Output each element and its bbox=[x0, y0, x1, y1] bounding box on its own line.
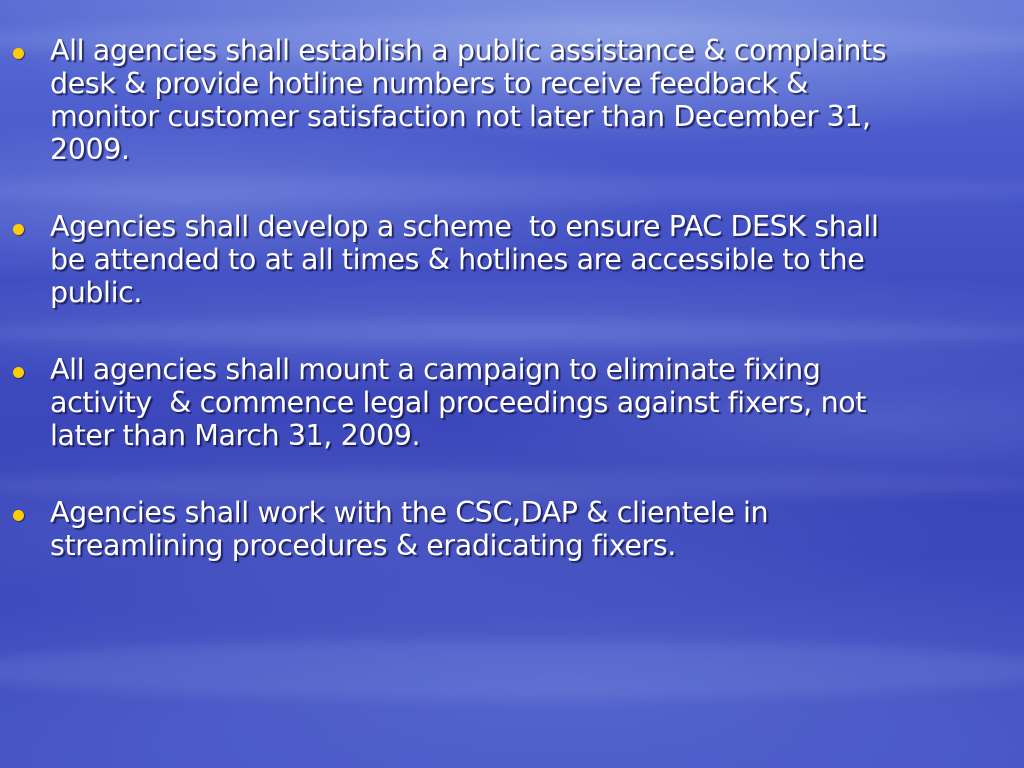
water-streak bbox=[0, 640, 1024, 700]
list-item bbox=[0, 496, 1024, 562]
bullet-list bbox=[0, 34, 1024, 562]
bullet-text: Agencies shall develop a scheme to ensure PAC DESK shall be attended to at all times & hotlines are accessible to the public. bbox=[50, 210, 888, 309]
bullet-dot-icon bbox=[13, 224, 24, 235]
slide-content bbox=[0, 34, 1024, 606]
bullet-dot-icon bbox=[13, 48, 24, 59]
bullet-dot-icon bbox=[13, 367, 24, 378]
list-item bbox=[0, 353, 1024, 452]
list-item bbox=[0, 210, 1024, 309]
list-item bbox=[0, 34, 1024, 166]
bullet-dot-icon bbox=[13, 510, 24, 521]
bullet-text: Agencies shall work with the CSC,DAP & clientele in streamlining procedures & eradicating fixers. bbox=[50, 496, 777, 562]
bullet-text: All agencies shall establish a public assistance & complaints desk & provide hotline numbers to receive feedback & monitor customer satisfaction not later than December 31, 2009. bbox=[50, 34, 895, 166]
bullet-text: All agencies shall mount a campaign to eliminate fixing activity & commence legal proceedings against fixers, not later than March 31, 2009. bbox=[50, 353, 875, 452]
